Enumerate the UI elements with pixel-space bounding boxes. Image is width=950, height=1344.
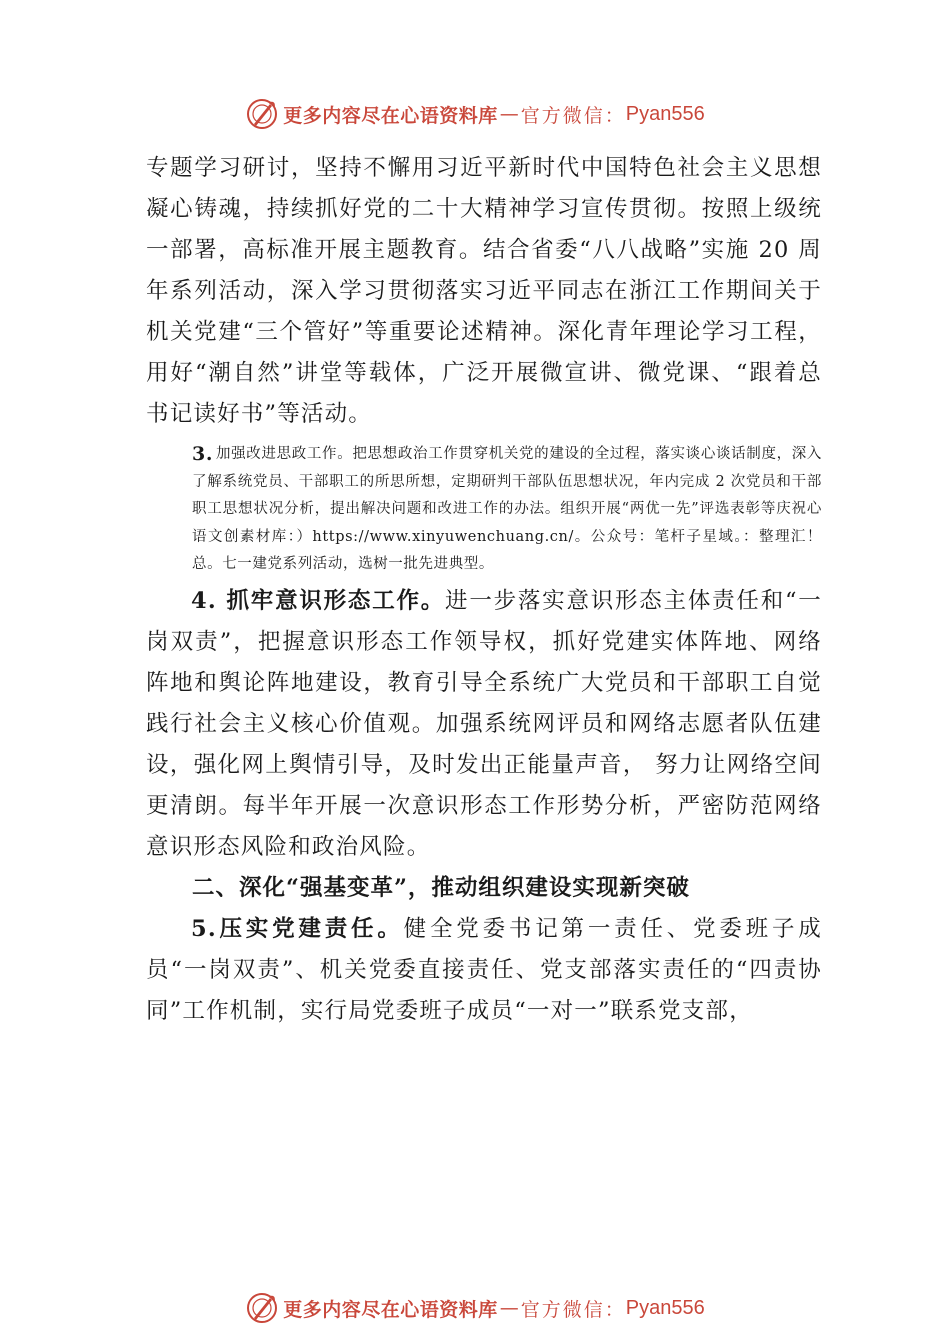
banner-wechat-label: 官方微信： (520, 104, 626, 127)
banner-wechat-id: Pyan556 (625, 102, 705, 125)
banner-separator: — (499, 1297, 519, 1319)
section-2-heading: 二、深化“强基变革”，推动组织建设实现新突破 (192, 874, 690, 901)
item-5-text: 健全党委书记第一责任、党委班子成员“一岗双责”、机关党委直接责任、党支部落实责任的“四责协同”工作机制，实行局党委班子成员“一对一”联系党支部， (146, 915, 823, 1024)
banner-separator: — (499, 103, 519, 125)
footer-banner (0, 1286, 950, 1330)
document-body (146, 148, 822, 1032)
banner-wechat-id: Pyan556 (625, 1296, 705, 1319)
item-5-paragraph (146, 909, 822, 1032)
paragraph-study: 专题学习研讨，坚持不懈用习近平新时代中国特色社会主义思想凝心铸魂，持续抓好党的二十大精神学习宣传贯彻。按照上级统一部署，高标准开展主题教育。结合省委“八八战略”实施 20 周年系列活动，深入学习贯彻落实习近平同志在浙江工作期间关于机关党建“三个管好”等重要论述精神。深化青年理论学习工程，用好“潮自然”讲堂等载体，广泛开展微宣讲、微党课、“跟着总书记读好书”等活动。 (146, 155, 822, 427)
item-3-paragraph (146, 441, 822, 579)
quill-seal-logo-icon (245, 97, 279, 131)
header-banner (0, 92, 950, 136)
item-4-lead: 4. 抓牢意识形态工作。 (191, 587, 446, 614)
item-5-lead: 5.压实党建责任。 (191, 915, 404, 942)
banner-wechat-label: 官方微信： (520, 1298, 626, 1321)
item-4-paragraph (146, 581, 822, 868)
banner-slogan: 更多内容尽在心语资料库 (283, 104, 498, 127)
banner-slogan: 更多内容尽在心语资料库 (283, 1298, 498, 1321)
item-4-text: 进一步落实意识形态主体责任和“一岗双责”，把握意识形态工作领导权，抓好党建实体阵地、网络阵地和舆论阵地建设，教育引导全系统广大党员和干部职工自觉践行社会主义核心价值观。加强系统网评员和网络志愿者队伍建设，强化网上舆情引导，及时发出正能量声音， 努力让网络空间更清朗。每半年开展一次意识形态工作形势分析，严密防范网络意识形态风险和政治风险。 (146, 587, 822, 860)
item-3-number: 3. (192, 443, 214, 465)
quill-seal-logo-icon (245, 1291, 279, 1325)
item-3-text: 加强改进思政工作。把思想政治工作贯穿机关党的建设的全过程，落实谈心谈话制度，深入了解系统党员、干部职工的所思所想，定期研判干部队伍思想状况，年内完成 2 次党员和干部职工思想状况分析，提出解决问题和改进工作的办法。组织开展“两优一先”评选表彰等庆祝心语文创素材库：）https://www.xinyuwenchuang.cn/。公众号：笔杆子星域。：整理汇！总。七一建党系列活动，选树一批先进典型。 (192, 446, 822, 572)
